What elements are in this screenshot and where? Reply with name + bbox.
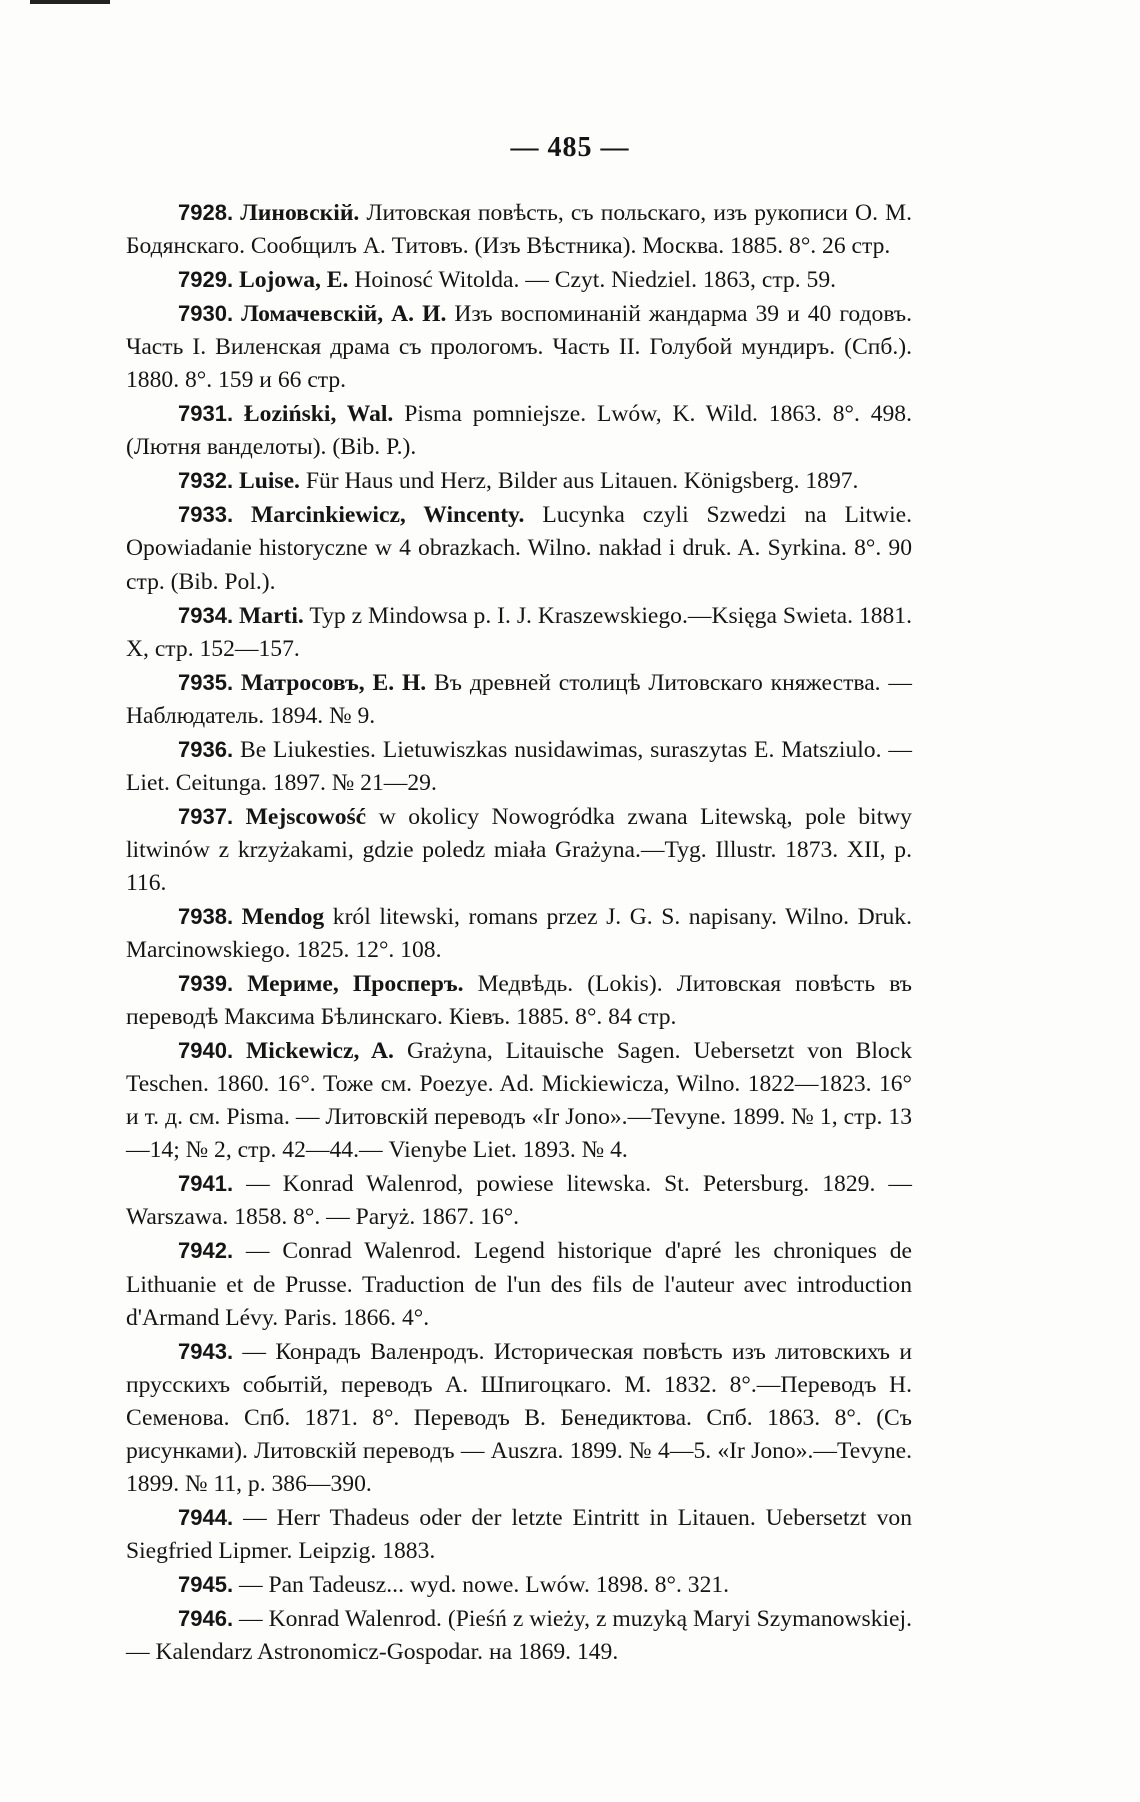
entry-text: — Pan Tadeusz... wyd. nowe. Lwów. 1898. 8°. 321. xyxy=(238,1571,730,1598)
entry-number: 7933. xyxy=(178,502,234,528)
entries-list xyxy=(126,196,912,1669)
entry-number: 7940. xyxy=(178,1038,234,1064)
corner-mark xyxy=(30,0,110,4)
entry-text: Typ z Mindowsa p. I. J. Kraszewskiego.—Księga Swieta. 1881. X, стр. 152—157. xyxy=(126,602,912,662)
entry xyxy=(126,599,912,666)
entry xyxy=(126,733,912,800)
entry-number: 7946. xyxy=(178,1605,234,1631)
entry-number: 7944. xyxy=(178,1504,234,1530)
entry-text: — Conrad Walenrod. Legend historique d'apré les chroniques de Lithuanie et de Prusse. Traduction de l'un des fils de l'auteur avec introduction d'Armand Lévy. Paris. 1866. 4°. xyxy=(126,1238,912,1331)
entry-text: król litewski, romans przez J. G. S. napisany. Wilno. Druk. Marcinowskiego. 1825. 12°. 108. xyxy=(126,903,913,964)
entry-author: Мериме, Проспeръ. xyxy=(247,971,464,998)
entry-number: 7935. xyxy=(178,669,234,695)
entry-number: 7942. xyxy=(178,1238,234,1264)
entry xyxy=(126,263,912,297)
entry-text: — Конрадъ Валенродъ. Историческая повѣсть изъ литовскихъ и прусскихъ событій, переводъ А. Шпигоцкаго. М. 1832. 8°.—Переводъ Н. Семенова. Спб. 1871. 8°. Переводъ В. Бенедиктова. Спб. 1863. 8°. (Съ рисунками). Литовскій переводъ — Auszra. 1899. № 4—5. «Ir Jono».—Tevyne. 1899. № 11, p. 386—390. xyxy=(126,1338,912,1497)
entry-text: Grażyna, Litauische Sagen. Uebersetzt von Block Teschen. 1860. 16°. Тоже см. Poezye. Ad. Mickiewicza, Wilno. 1822—1823. 16° и т. д. см. Pisma. — Литовскій переводъ «Ir Jono».—Tevyne. 1899. № 1, стр. 13—14; № 2, стр. 42—44.— Vienybe Liet. 1893. № 4. xyxy=(126,1038,912,1164)
entry-number: 7941. xyxy=(178,1171,234,1197)
entry xyxy=(126,1234,912,1334)
entry-number: 7930. xyxy=(178,301,234,327)
entry-author: Ломачевскій, А. И. xyxy=(241,301,447,328)
entry-author: Marcinkiewicz, Wincenty. xyxy=(250,502,525,529)
entry xyxy=(126,498,912,598)
entry-text: — Konrad Walenrod, powiese litewska. St. Petersburg. 1829. — Warszawa. 1858. 8°. — Paryż. 1867. 16°. xyxy=(126,1171,912,1231)
entry-author: Luise. xyxy=(238,468,300,495)
entry xyxy=(126,900,912,967)
entry-author: Mejscowość xyxy=(245,803,367,830)
entry xyxy=(126,1167,912,1234)
entry-text: Für Haus und Herz, Bilder aus Litauen. Königsberg. 1897. xyxy=(305,468,859,495)
entry-text: Въ древней столицѣ Литовскаго княжества. — Наблюдатель. 1894. № 9. xyxy=(126,669,913,729)
entry xyxy=(126,297,912,397)
entry-author: Marti. xyxy=(238,602,304,629)
entry xyxy=(126,1034,912,1167)
entry xyxy=(126,196,912,263)
entry-author: Mickewicz, A. xyxy=(246,1038,394,1065)
entry-text: — Herr Thadeus oder der letzte Eintritt in Litauen. Uebersetzt von Siegfried Lipmer. Leipzig. 1883. xyxy=(126,1504,912,1564)
entry-number: 7932. xyxy=(178,468,234,494)
entry xyxy=(126,1335,912,1501)
entry-author: Łoziński, Wal. xyxy=(243,401,394,428)
entry-author: Mendog xyxy=(241,903,325,930)
entry-number: 7936. xyxy=(178,736,234,762)
entry-text: Pisma pomniejsze. Lwów, K. Wild. 1863. 8°. 498. (Лютня вандeлоты). (Bib. P.). xyxy=(126,401,912,461)
entry-number: 7939. xyxy=(178,971,234,997)
entry xyxy=(126,1602,912,1669)
entry xyxy=(126,1568,912,1602)
entry-text: w okolicy Nowogródka zwana Litewską, pole bitwy litwinów z krzyżakami, gdzie poledz miała Grażyna.—Tyg. Illustr. 1873. XII, p. 116. xyxy=(126,803,912,896)
entry-author: Матросовъ, Е. Н. xyxy=(240,669,427,696)
entry-text: — Konrad Walenrod. (Pieśń z wieży, z muzyką Maryi Szymanowskiej. — Kalendarz Astronomicz-Gospodar. на 1869. 149. xyxy=(126,1605,912,1666)
entry-text: Be Liukesties. Lietuwiszkas nusidawimas, suraszytas E. Matsziulo. — Liet. Ceitunga. 1897. № 21—29. xyxy=(126,736,912,796)
entry-text: Lucynka czyli Szwedzi na Litwie. Opowiadanie historyczne w 4 obrazkach. Wilno. nakład i druk. A. Syrkina. 8°. 90 стр. (Bib. Pol.). xyxy=(126,502,913,595)
entry xyxy=(126,1501,912,1568)
entry-text: Медвѣдь. (Lokis). Литовская повѣсть въ переводѣ Максима Бѣлинскаго. Кіевъ. 1885. 8°. 84 стр. xyxy=(126,971,912,1031)
entry-text: Изъ воспоминаній жандарма 39 и 40 годовъ. Часть I. Виленская драма съ прологомъ. Часть II. Голубой мундиръ. (Спб.). 1880. 8°. 159 и 66 стр. xyxy=(126,301,912,394)
entry-author: Линовскій. xyxy=(240,200,360,226)
entry-number: 7943. xyxy=(178,1338,234,1364)
entry xyxy=(126,800,912,900)
entry-number: 7929. xyxy=(178,267,234,293)
entry-text: Литовская повѣсть, съ польскаго, изъ рукописи О. М. Бодянскаго. Сообщилъ А. Титовъ. (Изъ Вѣстника). Москва. 1885. 8°. 26 стр. xyxy=(126,200,912,260)
entry-number: 7937. xyxy=(178,803,234,829)
entry-number: 7931. xyxy=(178,401,234,427)
entry-number: 7945. xyxy=(178,1571,234,1597)
entry xyxy=(126,464,912,498)
entry-author: Lojowa, E. xyxy=(238,267,349,294)
page-number: — 485 — xyxy=(510,132,630,163)
entry-number: 7938. xyxy=(178,903,234,929)
entry xyxy=(126,666,912,733)
entry-number: 7928. xyxy=(178,200,234,225)
entry xyxy=(126,967,912,1034)
entry-number: 7934. xyxy=(178,602,234,628)
entry xyxy=(126,397,912,464)
entry-text: Hoinosć Witolda. — Czyt. Niedziel. 1863, стр. 59. xyxy=(354,267,837,294)
